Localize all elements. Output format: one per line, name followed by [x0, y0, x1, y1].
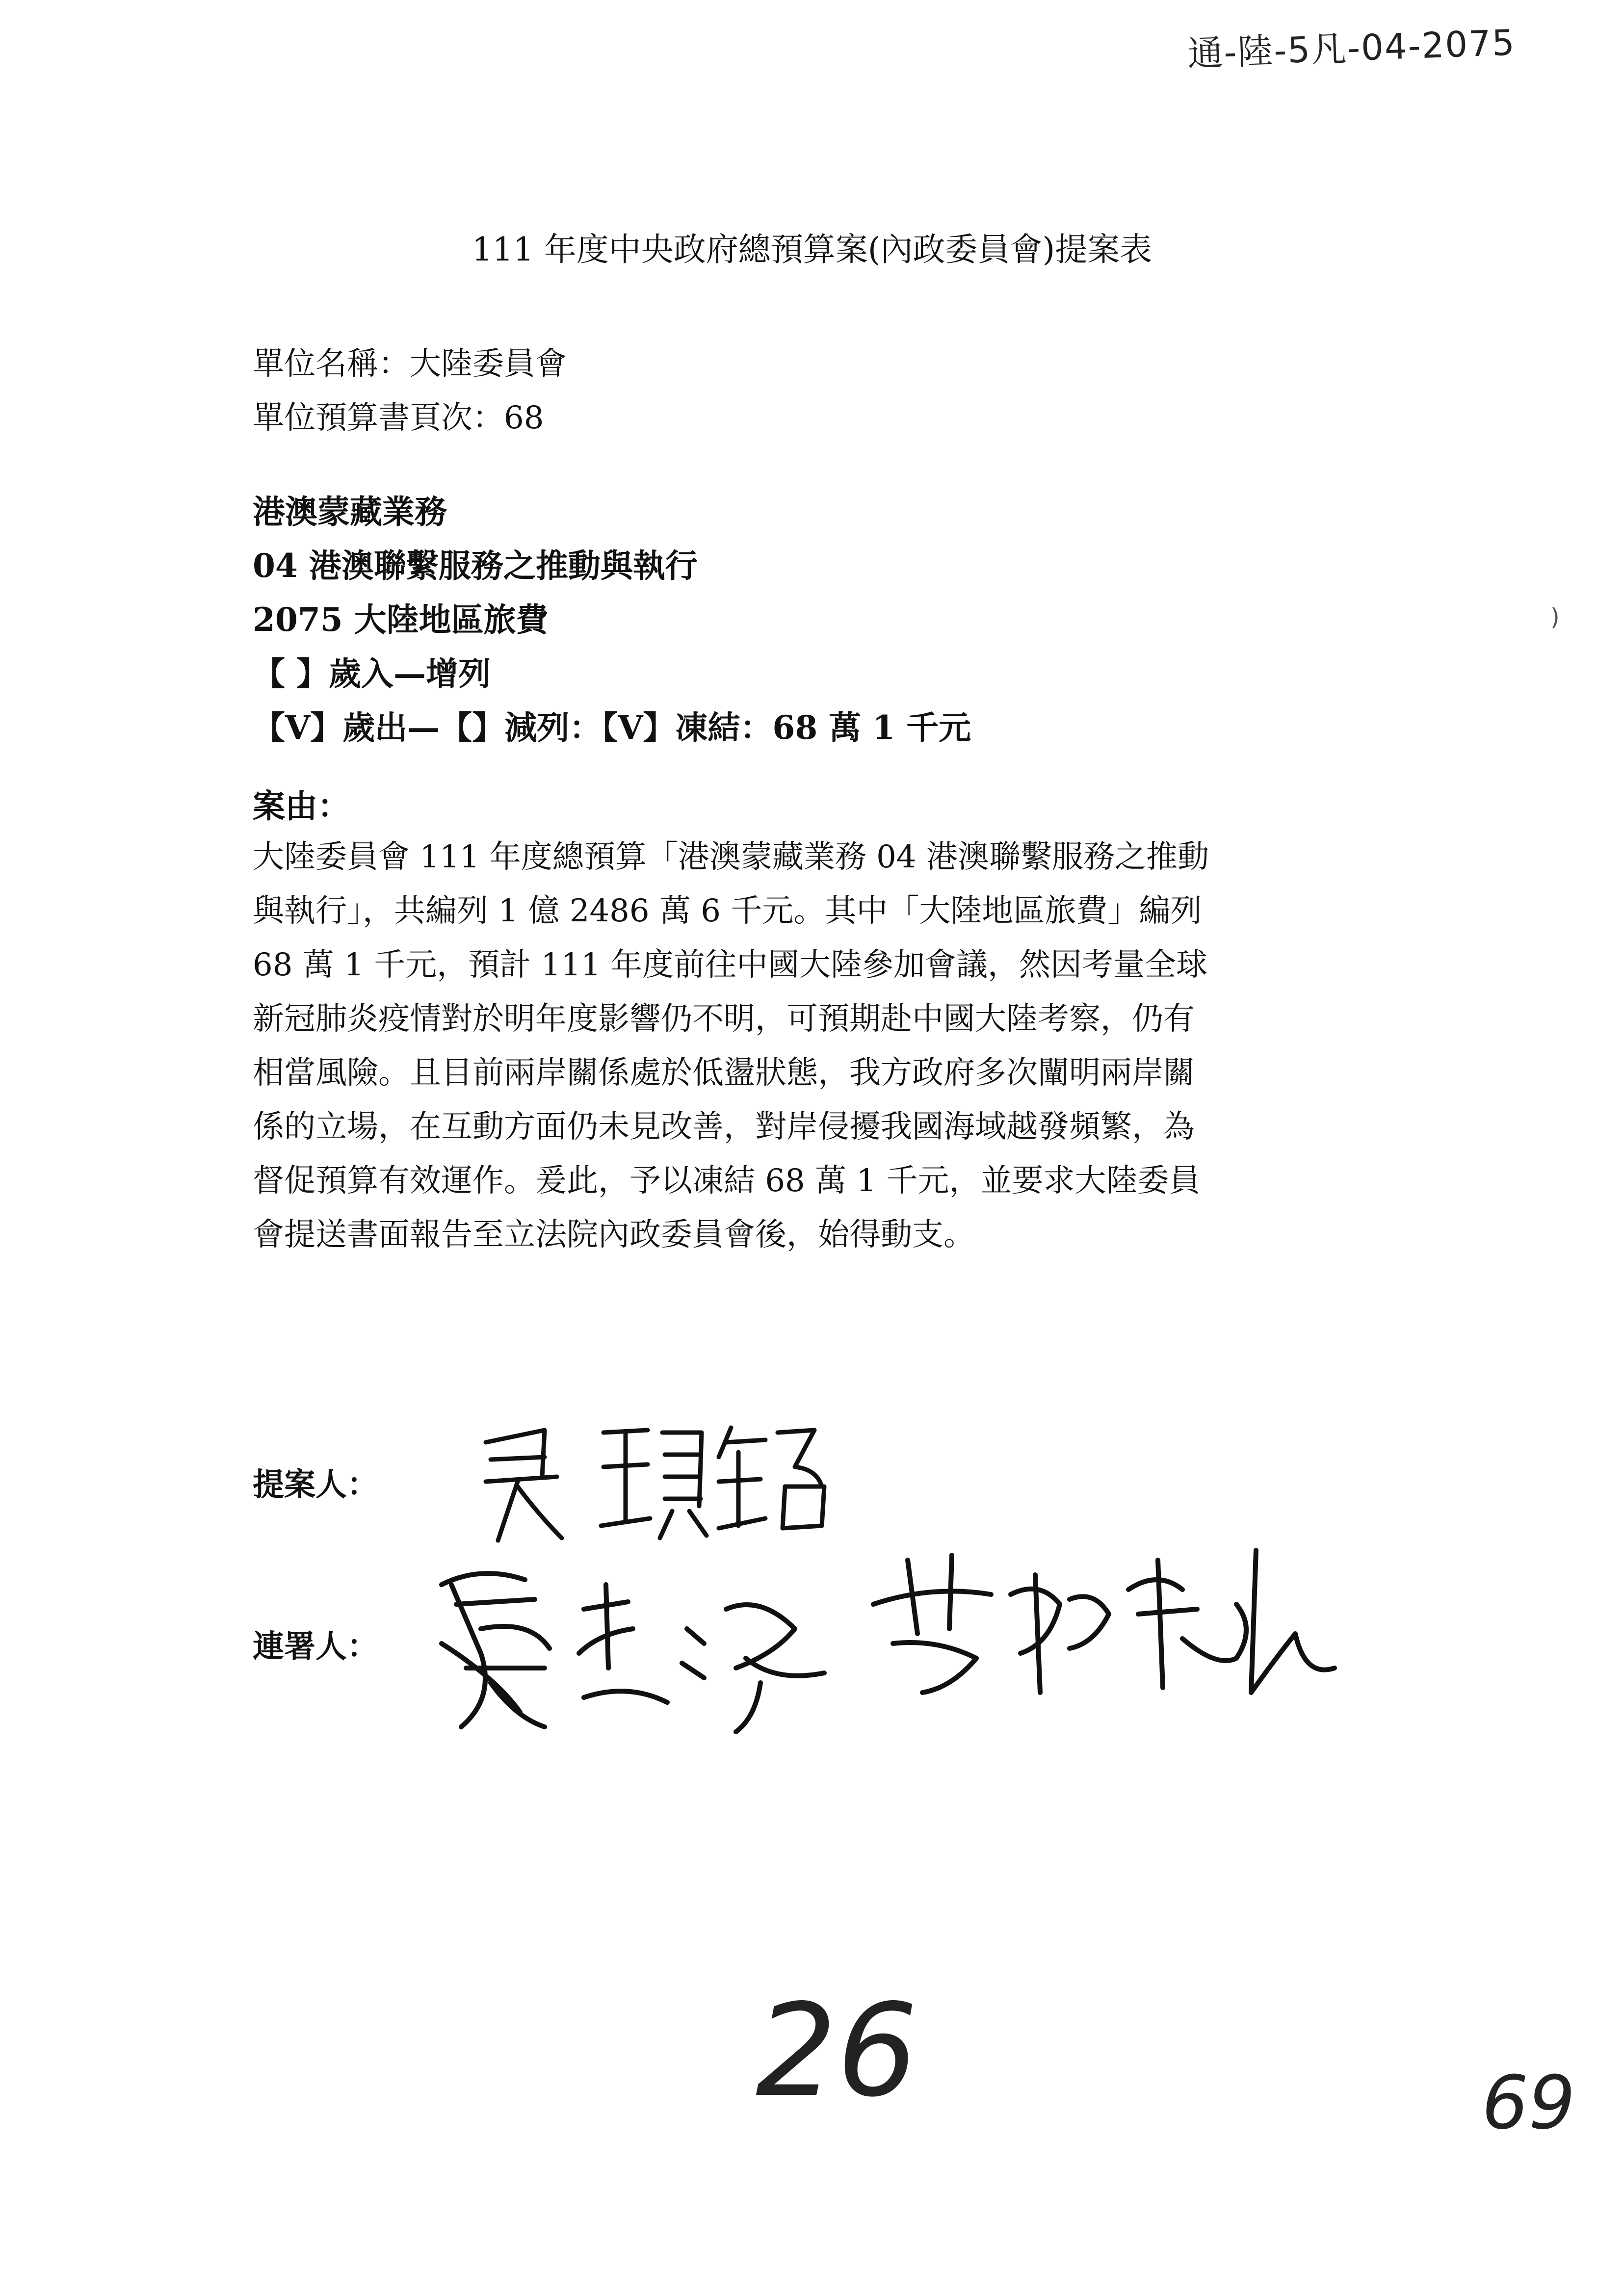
handwritten-doc-reference: 通-陸-5凡-04-2075: [1186, 22, 1517, 75]
cosigner-signature-2: [864, 1531, 1344, 1707]
reason-line: 68 萬 1 千元，預計 111 年度前往中國大陸參加會議，然因考量全球: [253, 947, 1208, 983]
reason-line: 大陸委員會 111 年度總預算「港澳蒙藏業務 04 港澳聯繫服務之推動: [253, 839, 1209, 875]
reason-line: 係的立場，在互動方面仍未見改善，對岸侵擾我國海域越發頻繁，為: [253, 1109, 1195, 1145]
reason-line: 新冠肺炎疫情對於明年度影響仍不明，可預期赴中國大陸考察，仍有: [253, 1001, 1195, 1037]
reason-line: 會提送書面報告至立法院內政委員會後，始得動支。: [253, 1217, 975, 1253]
proposer-label: 提案人：: [253, 1466, 378, 1503]
page-title: 111 年度中央政府總預算案(內政委員會)提案表: [471, 231, 1153, 268]
revenue-line: 【 】歲入—增列: [253, 654, 491, 693]
expense-line: 【V】歲出—【】減列：【V】凍結：68 萬 1 千元: [253, 708, 971, 747]
unit-name-line: 單位名稱：大陸委員會: [253, 346, 567, 382]
handwritten-page-number: 26: [756, 1977, 918, 2125]
budget-subitem: 2075 大陸地區旅費: [253, 600, 549, 639]
reason-label: 案由：: [253, 787, 350, 825]
margin-mark: ): [1550, 603, 1560, 631]
reason-line: 督促預算有效運作。爰此，予以凍結 68 萬 1 千元，並要求大陸委員: [253, 1163, 1201, 1199]
cosigner-signature-1: [422, 1555, 844, 1742]
reason-line: 與執行」，共編列 1 億 2486 萬 6 千元。其中「大陸地區旅費」編列: [253, 893, 1202, 929]
budget-program: 港澳蒙藏業務: [253, 493, 447, 531]
reason-line: 相當風險。且目前兩岸關係處於低盪狀態，我方政府多次闡明兩岸關: [253, 1055, 1195, 1091]
budget-item: 04 港澳聯繫服務之推動與執行: [253, 547, 698, 585]
handwritten-corner-number: 69: [1482, 2061, 1575, 2146]
unit-page-line: 單位預算書頁次：68: [253, 400, 544, 436]
proposer-signature: [471, 1413, 844, 1555]
cosigners-label: 連署人：: [253, 1628, 378, 1665]
